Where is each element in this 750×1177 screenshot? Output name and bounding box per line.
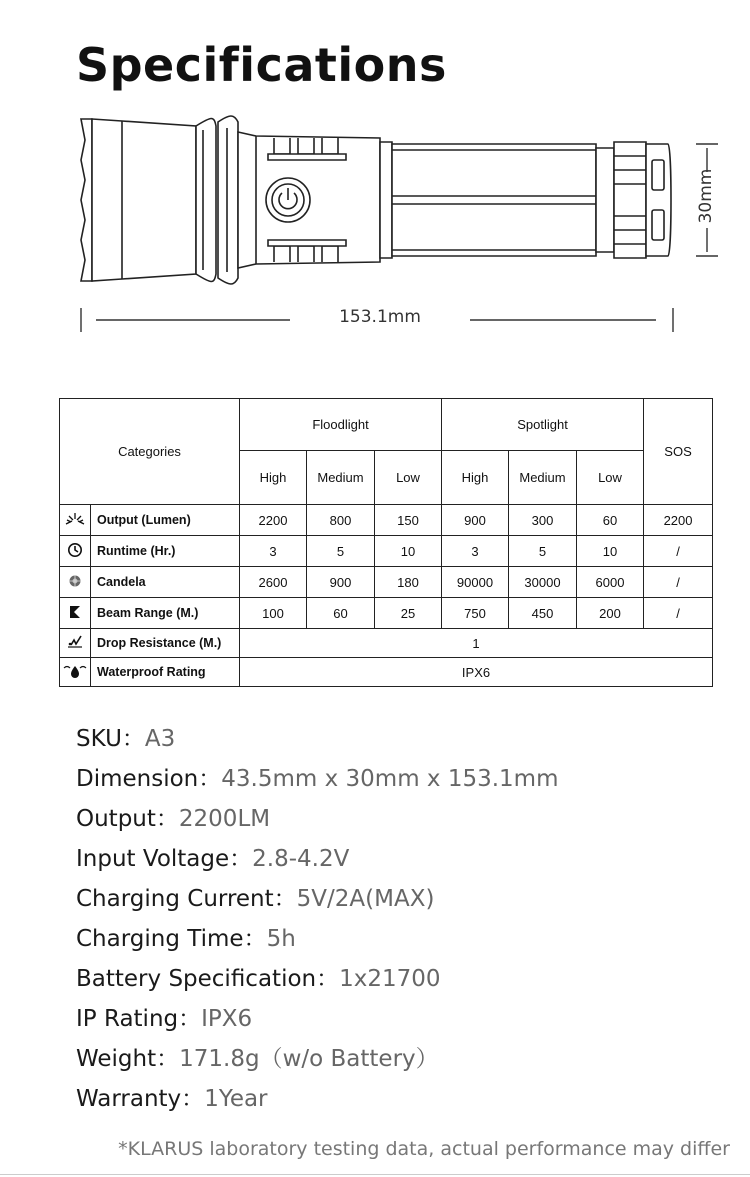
categories-header: Categories (60, 399, 240, 505)
table-cell: / (644, 567, 713, 598)
table-cell: 5 (307, 536, 375, 567)
table-row (60, 505, 713, 536)
table-cell: / (644, 536, 713, 567)
row-label: Candela (91, 567, 240, 598)
output-icon (60, 505, 91, 536)
table-cell: 90000 (442, 567, 509, 598)
table-cell: 3 (240, 536, 307, 567)
table-cell: 2200 (240, 505, 307, 536)
mode-header: High (442, 451, 509, 505)
spec-value: 5V/2A(MAX) (296, 886, 435, 912)
table-cell: 900 (307, 567, 375, 598)
row-label: Drop Resistance (M.) (91, 629, 240, 658)
table-cell: 60 (577, 505, 644, 536)
table-cell: 3 (442, 536, 509, 567)
table-cell: 100 (240, 598, 307, 629)
row-label: Runtime (Hr.) (91, 536, 240, 567)
spec-output (76, 802, 558, 842)
drop-icon (60, 629, 91, 658)
table-row (60, 658, 713, 687)
spec-label: Input Voltage： (76, 846, 253, 872)
table-cell: 800 (307, 505, 375, 536)
mode-header: Low (577, 451, 644, 505)
spec-label: Dimension： (76, 766, 222, 792)
spec-label: SKU： (76, 726, 145, 752)
spec-table (59, 398, 713, 687)
spec-list (76, 722, 558, 1122)
page-title: Specifications (76, 38, 447, 92)
spec-battery (76, 962, 558, 1002)
spec-ip-rating (76, 1002, 558, 1042)
table-cell: 2200 (644, 505, 713, 536)
footnote: *KLARUS laboratory testing data, actual performance may differ (118, 1138, 730, 1160)
table-cell: / (644, 598, 713, 629)
beam-icon (60, 598, 91, 629)
spec-label: Warranty： (76, 1086, 205, 1112)
spec-label: IP Rating： (76, 1006, 202, 1032)
spec-value: 1Year (204, 1086, 268, 1112)
floodlight-header: Floodlight (240, 399, 442, 451)
table-cell: 300 (509, 505, 577, 536)
table-row (60, 598, 713, 629)
spec-value: 2200LM (178, 806, 271, 832)
spec-label: Weight： (76, 1046, 180, 1072)
row-label: Output (Lumen) (91, 505, 240, 536)
spec-warranty (76, 1082, 558, 1122)
table-row (60, 629, 713, 658)
clock-icon (60, 536, 91, 567)
table-row (60, 536, 713, 567)
sos-header: SOS (644, 399, 713, 505)
table-cell: 25 (375, 598, 442, 629)
spec-value: 171.8g（w/o Battery） (179, 1046, 439, 1072)
table-cell: 6000 (577, 567, 644, 598)
spec-label: Charging Current： (76, 886, 297, 912)
diameter-dimension-label: 30mm (696, 168, 716, 224)
spec-label: Output： (76, 806, 179, 832)
spec-charging-current (76, 882, 558, 922)
length-dimension-label: 153.1mm (290, 307, 470, 327)
spec-dimension (76, 762, 558, 802)
spec-sku (76, 722, 558, 762)
table-cell: 30000 (509, 567, 577, 598)
mode-header: Medium (509, 451, 577, 505)
spec-value: IPX6 (201, 1006, 253, 1032)
spotlight-header: Spotlight (442, 399, 644, 451)
table-cell: 750 (442, 598, 509, 629)
table-cell: 10 (375, 536, 442, 567)
spec-value: A3 (144, 726, 176, 752)
spec-value: 1x21700 (339, 966, 441, 992)
spec-label: Charging Time： (76, 926, 267, 952)
table-row (60, 567, 713, 598)
table-cell: 900 (442, 505, 509, 536)
table-cell: 150 (375, 505, 442, 536)
spec-input-voltage (76, 842, 558, 882)
mode-header: High (240, 451, 307, 505)
table-cell: 2600 (240, 567, 307, 598)
candela-icon (60, 567, 91, 598)
row-label: Beam Range (M.) (91, 598, 240, 629)
table-cell: 5 (509, 536, 577, 567)
spec-charging-time (76, 922, 558, 962)
waterproof-icon (60, 658, 91, 687)
table-cell: IPX6 (240, 658, 713, 687)
table-cell: 180 (375, 567, 442, 598)
mode-header: Medium (307, 451, 375, 505)
table-cell: 60 (307, 598, 375, 629)
spec-label: Battery Specification： (76, 966, 340, 992)
table-cell: 200 (577, 598, 644, 629)
table-cell: 1 (240, 629, 713, 658)
table-cell: 10 (577, 536, 644, 567)
spec-weight (76, 1042, 558, 1082)
mode-header: Low (375, 451, 442, 505)
spec-value: 43.5mm x 30mm x 153.1mm (221, 766, 559, 792)
spec-value: 5h (266, 926, 296, 952)
spec-value: 2.8-4.2V (252, 846, 350, 872)
table-cell: 450 (509, 598, 577, 629)
row-label: Waterproof Rating (91, 658, 240, 687)
bottom-divider (0, 1174, 750, 1175)
